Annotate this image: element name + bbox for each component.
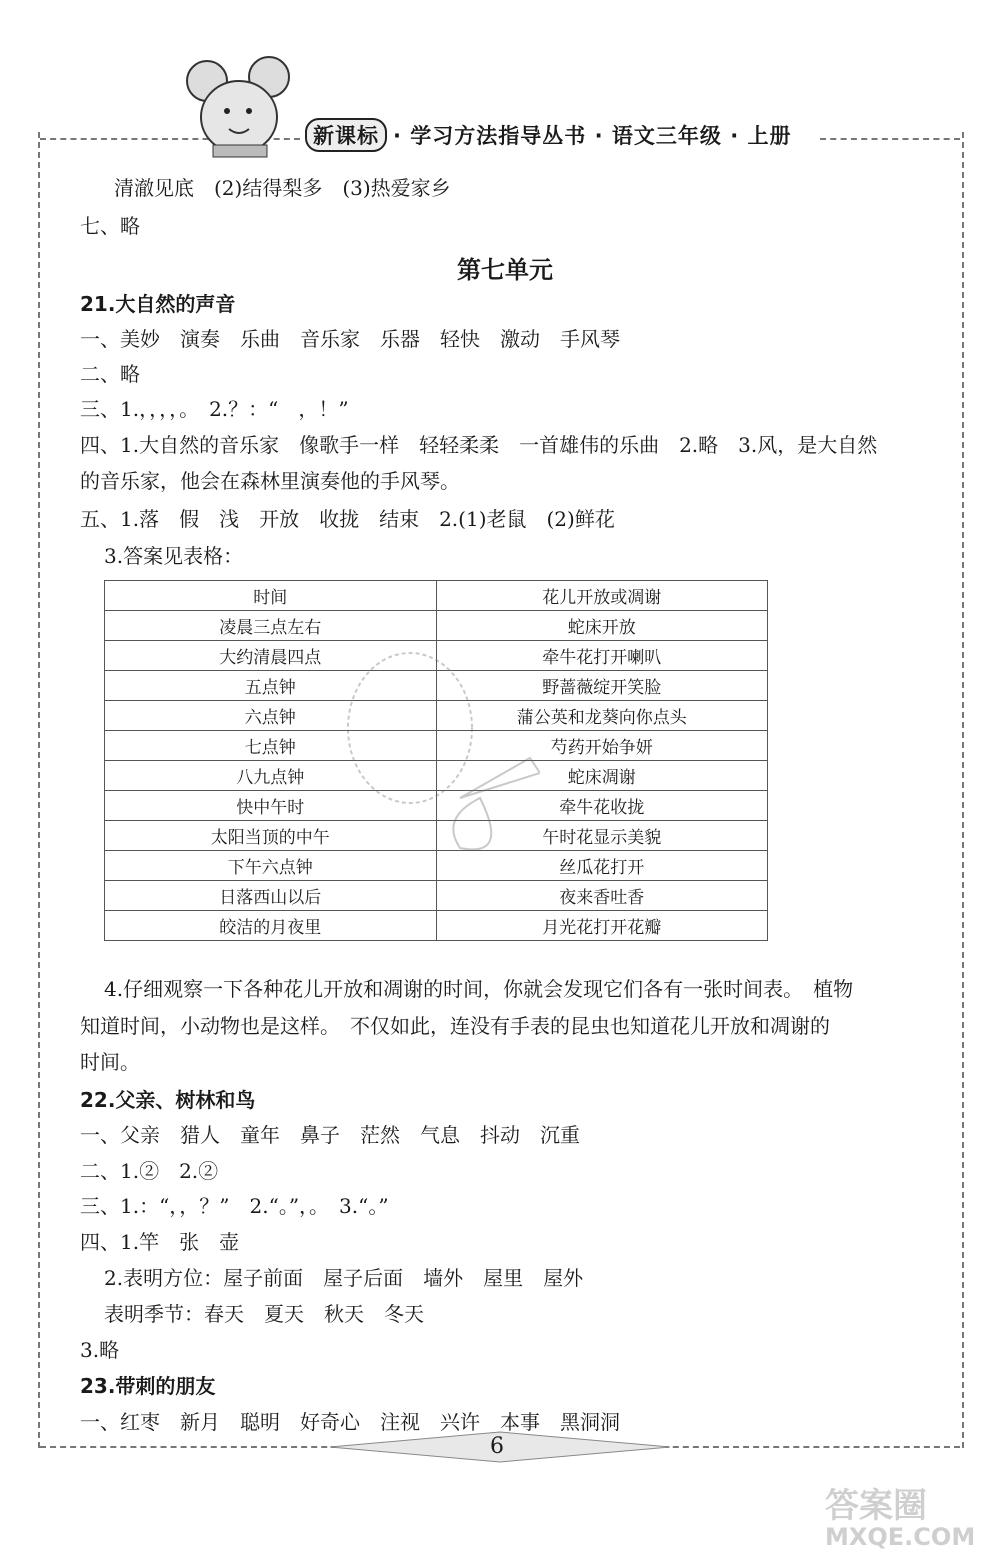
answer-line: 一、红枣 新月 聪明 好奇心 注视 兴许 本事 黑洞洞 bbox=[80, 1410, 620, 1434]
answer-line: 四、1.竿 张 壶 bbox=[80, 1230, 240, 1254]
watermark-logo-text: 答案圈 bbox=[825, 1486, 927, 1526]
page-number: 6 bbox=[490, 1434, 504, 1459]
table-cell: 丝瓜花打开 bbox=[436, 851, 768, 881]
table-header-row bbox=[105, 581, 768, 611]
brand-badge: 新课标 bbox=[305, 118, 387, 152]
table-cell: 蛇床凋谢 bbox=[436, 761, 768, 791]
carrot-illustration-icon bbox=[340, 648, 540, 868]
header-rule-right bbox=[820, 138, 960, 140]
mouse-mascot-icon bbox=[185, 55, 295, 165]
answer-line: 二、1.② 2.② bbox=[80, 1159, 219, 1183]
table-row bbox=[105, 911, 768, 941]
lesson-title: 23.带刺的朋友 bbox=[80, 1374, 216, 1398]
text-line: 七、略 bbox=[80, 214, 140, 238]
table-header-cell: 时间 bbox=[105, 581, 437, 611]
table-cell: 皎洁的月夜里 bbox=[105, 911, 437, 941]
text-line: 清澈见底 (2)结得梨多 (3)热爱家乡 bbox=[114, 176, 451, 200]
answer-line: 2.表明方位：屋子前面 屋子后面 墙外 屋里 屋外 bbox=[104, 1266, 584, 1290]
table-cell: 八九点钟 bbox=[105, 761, 437, 791]
answer-line: 的音乐家，他会在森林里演奏他的手风琴。 bbox=[80, 469, 460, 493]
watermark-url: MXQE.COM bbox=[825, 1523, 976, 1551]
answer-line: 三、1.，，，，。 2.？：“ ，！” bbox=[80, 397, 349, 421]
site-watermark bbox=[825, 1478, 975, 1551]
answer-line: 3.答案见表格： bbox=[104, 544, 244, 568]
table-row bbox=[105, 881, 768, 911]
table-cell: 午时花显示美貌 bbox=[436, 821, 768, 851]
table-cell: 蛇床开放 bbox=[436, 611, 768, 641]
answer-line: 一、父亲 猎人 童年 鼻子 茫然 气息 抖动 沉重 bbox=[80, 1123, 580, 1147]
series-name: · 学习方法指导丛书 · 语文三年级 · 上册 bbox=[393, 124, 792, 148]
lesson-title: 22.父亲、树林和鸟 bbox=[80, 1088, 256, 1112]
answer-line: 时间。 bbox=[80, 1050, 140, 1074]
lesson-title: 21.大自然的声音 bbox=[80, 292, 236, 316]
table-cell: 快中午时 bbox=[105, 791, 437, 821]
series-title bbox=[305, 118, 792, 152]
table-cell: 太阳当顶的中午 bbox=[105, 821, 437, 851]
table-row bbox=[105, 611, 768, 641]
answer-line: 四、1.大自然的音乐家 像歌手一样 轻轻柔柔 一首雄伟的乐曲 2.略 3.风，是大自然 bbox=[80, 433, 878, 457]
table-cell: 牵牛花收拢 bbox=[436, 791, 768, 821]
table-cell: 大约清晨四点 bbox=[105, 641, 437, 671]
table-header-cell: 花儿开放或凋谢 bbox=[436, 581, 768, 611]
answer-line: 表明季节：春天 夏天 秋天 冬天 bbox=[104, 1302, 424, 1326]
table-cell: 六点钟 bbox=[105, 701, 437, 731]
answer-line: 五、1.落 假 浅 开放 收拢 结束 2.(1)老鼠 (2)鲜花 bbox=[80, 507, 615, 531]
table-cell: 蒲公英和龙葵向你点头 bbox=[436, 701, 768, 731]
table-cell: 凌晨三点左右 bbox=[105, 611, 437, 641]
answer-line: 二、略 bbox=[80, 362, 140, 386]
unit-title: 第七单元 bbox=[457, 255, 553, 284]
table-cell: 五点钟 bbox=[105, 671, 437, 701]
answer-line: 一、美妙 演奏 乐曲 音乐家 乐器 轻快 激动 手风琴 bbox=[80, 327, 620, 351]
table-cell: 下午六点钟 bbox=[105, 851, 437, 881]
table-cell: 野蔷薇绽开笑脸 bbox=[436, 671, 768, 701]
table-cell: 七点钟 bbox=[105, 731, 437, 761]
table-cell: 夜来香吐香 bbox=[436, 881, 768, 911]
answer-line: 4.仔细观察一下各种花儿开放和凋谢的时间，你就会发现它们各有一张时间表。 植物 bbox=[104, 977, 854, 1001]
answer-line: 3.略 bbox=[80, 1338, 120, 1362]
answer-line: 知道时间，小动物也是这样。 不仅如此，连没有手表的昆虫也知道花儿开放和凋谢的 bbox=[80, 1014, 830, 1038]
page-header bbox=[0, 0, 1000, 175]
table-cell: 牵牛花打开喇叭 bbox=[436, 641, 768, 671]
answer-line: 三、1.：“，，？” 2.“。”，。 3.“。” bbox=[80, 1194, 389, 1218]
table-cell: 芍药开始争妍 bbox=[436, 731, 768, 761]
table-cell: 月光花打开花瓣 bbox=[436, 911, 768, 941]
table-cell: 日落西山以后 bbox=[105, 881, 437, 911]
